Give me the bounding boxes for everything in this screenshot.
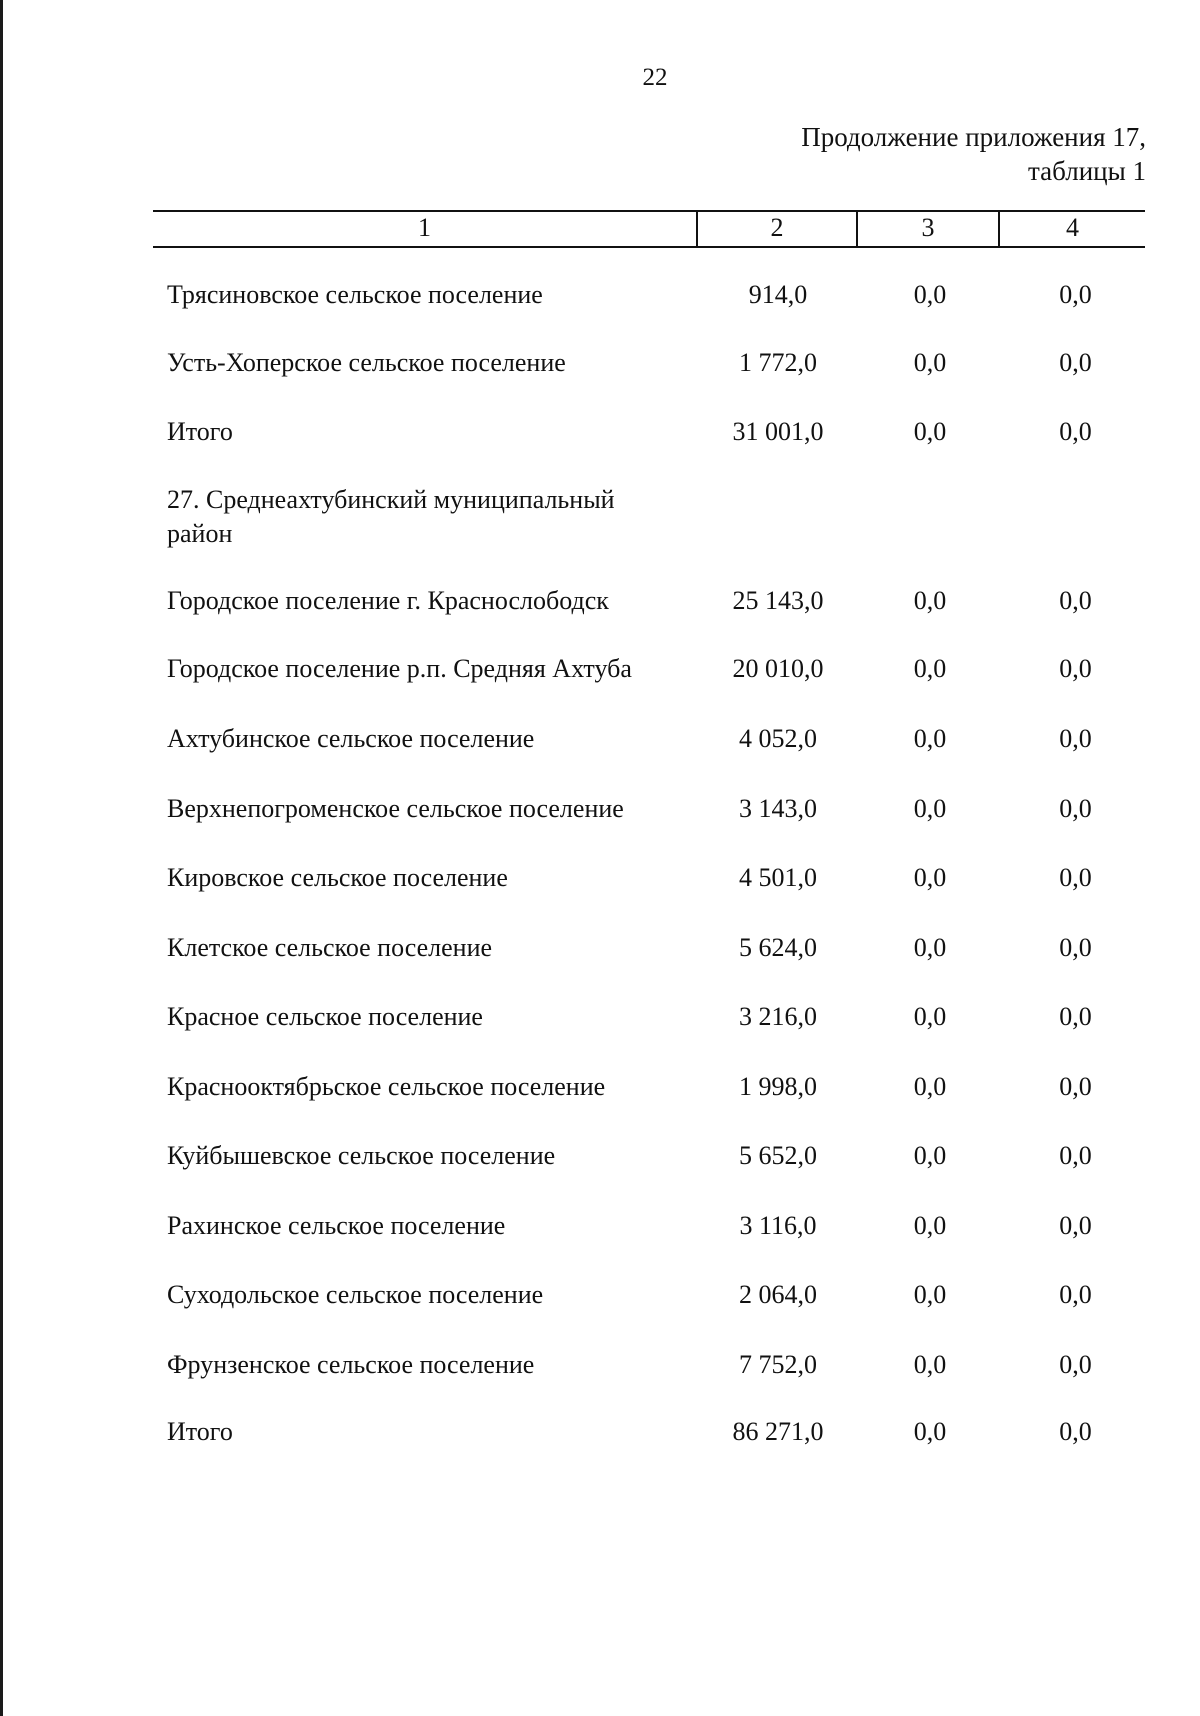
row-name: Суходольское сельское поселение <box>167 1280 544 1309</box>
row-value-2: 1 998,0 <box>739 1072 817 1101</box>
row-name: Ахтубинское сельское поселение <box>167 724 535 753</box>
row-value-4: 0,0 <box>1059 863 1092 892</box>
row-value-2: 7 752,0 <box>739 1350 817 1379</box>
column-header-4: 4 <box>1066 213 1079 242</box>
row-value-4: 0,0 <box>1059 348 1092 377</box>
row-value-3: 0,0 <box>913 724 947 753</box>
row-value-2: 5 624,0 <box>739 933 817 962</box>
row-name: Клетское сельское поселение <box>167 933 493 962</box>
row-value-4: 0,0 <box>1059 1211 1092 1240</box>
row-value-3: 0,0 <box>913 1350 947 1379</box>
row-value-4: 0,0 <box>1059 794 1092 823</box>
row-value-4: 0,0 <box>1059 1417 1092 1446</box>
row-value-3: 0,0 <box>913 1072 947 1101</box>
row-name: Куйбышевское сельское поселение <box>167 1141 556 1170</box>
row-value-4: 0,0 <box>1059 417 1092 446</box>
row-value-2: 25 143,0 <box>732 586 824 615</box>
row-value-4: 0,0 <box>1059 724 1092 753</box>
row-value-3: 0,0 <box>913 1280 947 1309</box>
row-name: Городское поселение р.п. Средняя Ахтуба <box>167 654 632 683</box>
row-value-4: 0,0 <box>1059 280 1092 309</box>
row-name: Городское поселение г. Краснослободск <box>167 586 609 615</box>
column-header-1: 1 <box>153 212 698 246</box>
row-value-4: 0,0 <box>1059 1002 1092 1031</box>
row-name: Трясиновское сельское поселение <box>167 280 543 309</box>
row-value-2: 3 216,0 <box>739 1002 817 1031</box>
row-value-4: 0,0 <box>1059 654 1092 683</box>
row-value-4: 0,0 <box>1059 1350 1092 1379</box>
column-header-3: 3 <box>858 212 1000 246</box>
row-value-2: 20 010,0 <box>732 654 824 683</box>
row-value-2: 2 064,0 <box>739 1280 817 1309</box>
row-name: Итого <box>167 1417 233 1446</box>
row-name: Рахинское сельское поселение <box>167 1211 506 1240</box>
row-value-4: 0,0 <box>1059 1072 1092 1101</box>
row-value-2: 31 001,0 <box>732 417 824 446</box>
row-value-3: 0,0 <box>913 1002 947 1031</box>
row-name: Верхнепогроменское сельское поселение <box>167 794 624 823</box>
row-value-2: 1 772,0 <box>739 348 817 377</box>
page-number: 22 <box>642 64 668 91</box>
row-value-2: 86 271,0 <box>732 1417 824 1446</box>
continuation-line-2: таблицы 1 <box>1028 156 1146 186</box>
column-header-2: 2 <box>698 212 858 246</box>
row-name: Краснооктябрьское сельское поселение <box>167 1072 606 1101</box>
row-value-2: 914,0 <box>748 280 808 309</box>
row-value-2: 3 143,0 <box>739 794 817 823</box>
row-value-3: 0,0 <box>913 794 947 823</box>
row-value-4: 0,0 <box>1059 933 1092 962</box>
row-value-3: 0,0 <box>913 586 947 615</box>
row-value-4: 0,0 <box>1059 1141 1092 1170</box>
row-value-3: 0,0 <box>913 1211 947 1240</box>
row-value-4: 0,0 <box>1059 1280 1092 1309</box>
row-name: Красное сельское поселение <box>167 1002 483 1031</box>
row-name: Итого <box>167 417 233 446</box>
section-heading: 27. Среднеахтубинский муниципальный район <box>167 485 615 548</box>
row-value-2: 4 052,0 <box>739 724 817 753</box>
row-value-2: 3 116,0 <box>739 1211 817 1240</box>
row-value-3: 0,0 <box>913 348 947 377</box>
row-name: Кировское сельское поселение <box>167 863 508 892</box>
continuation-note <box>801 120 1146 188</box>
row-value-4: 0,0 <box>1059 586 1092 615</box>
row-value-3: 0,0 <box>913 417 947 446</box>
table-header <box>153 210 1145 248</box>
row-value-3: 0,0 <box>913 863 947 892</box>
row-value-3: 0,0 <box>913 280 947 309</box>
scan-edge <box>0 0 3 1716</box>
continuation-line-1: Продолжение приложения 17, <box>801 122 1146 152</box>
row-name: Усть-Хоперское сельское поселение <box>167 348 566 377</box>
row-value-3: 0,0 <box>913 1417 947 1446</box>
row-value-2: 5 652,0 <box>739 1141 817 1170</box>
row-value-2: 4 501,0 <box>739 863 817 892</box>
row-value-3: 0,0 <box>913 933 947 962</box>
row-value-3: 0,0 <box>913 1141 947 1170</box>
row-name: Фрунзенское сельское поселение <box>167 1350 535 1379</box>
row-value-3: 0,0 <box>913 654 947 683</box>
